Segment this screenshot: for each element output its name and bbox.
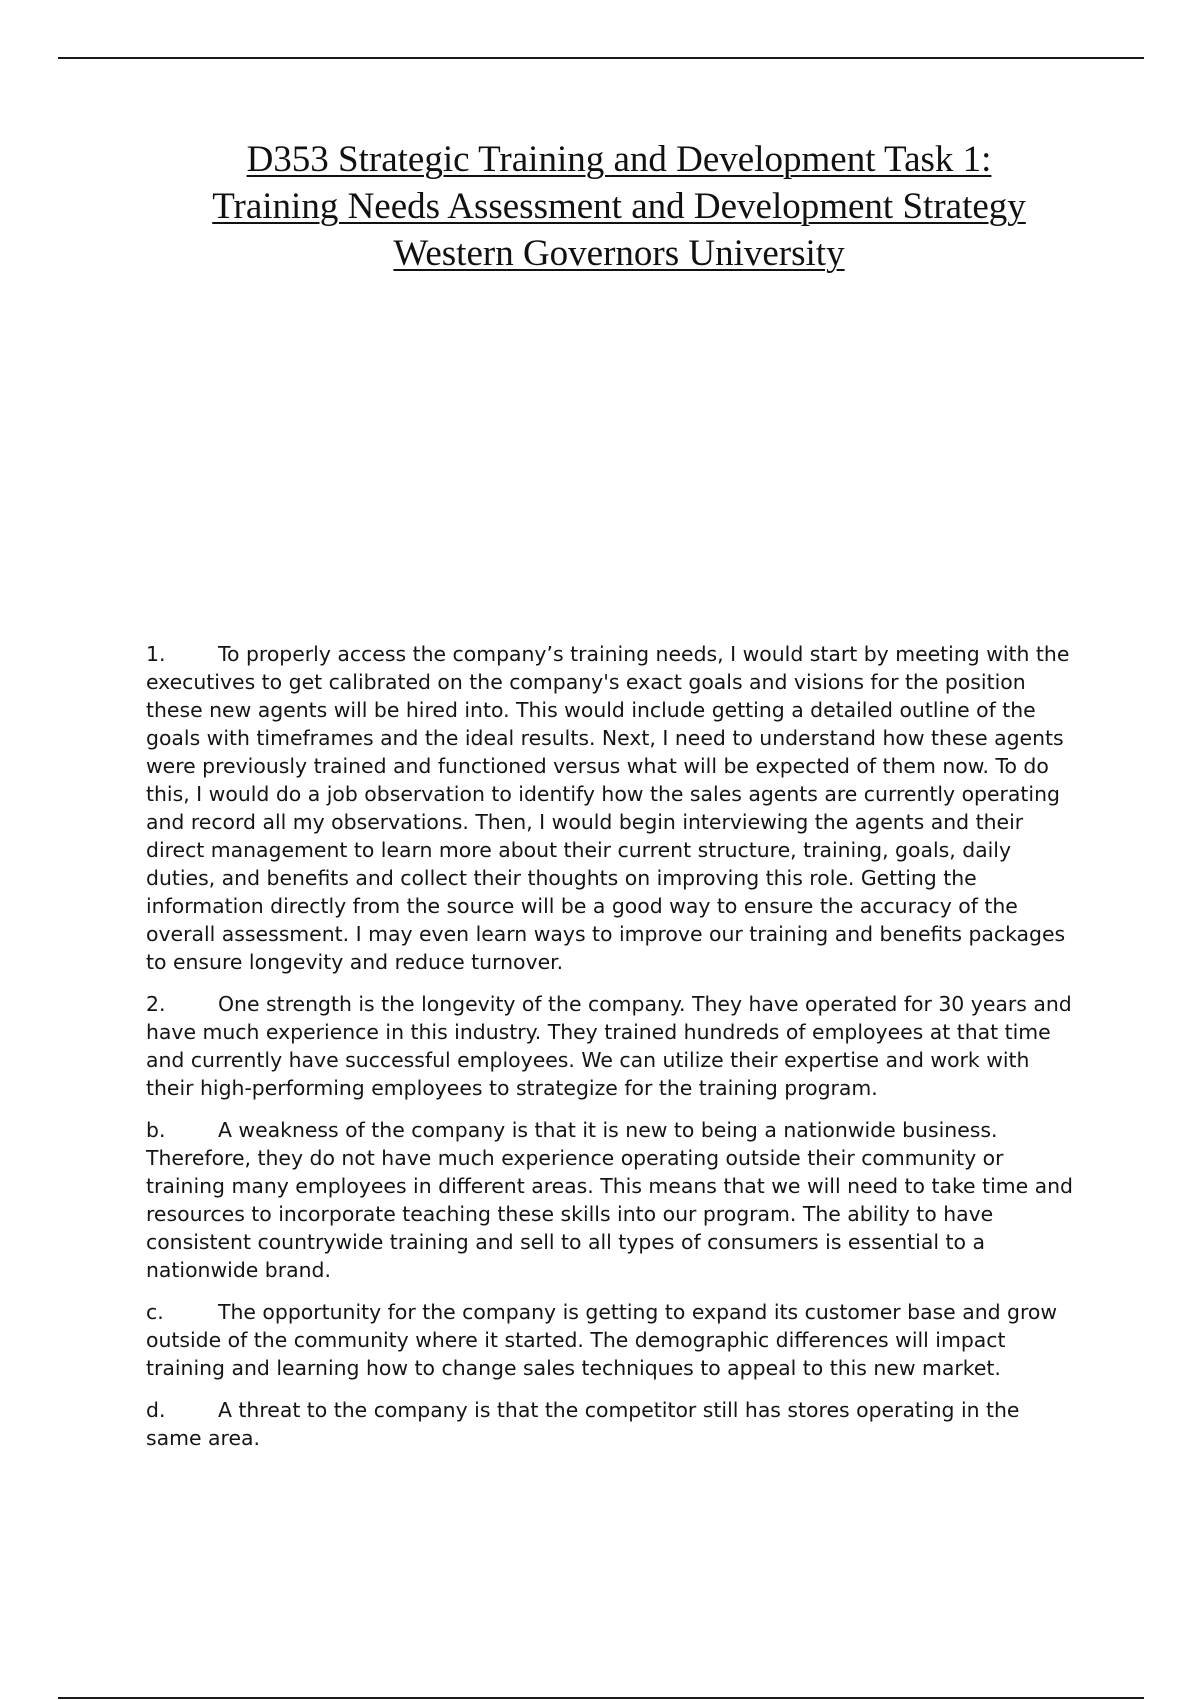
paragraph-d [146, 1396, 1081, 1452]
top-rule [58, 57, 1144, 59]
paragraph-text: A threat to the company is that the competitor still has stores operating in the same area. [146, 1398, 1020, 1450]
paragraph-b [146, 1116, 1081, 1284]
paragraph-text: One strength is the longevity of the company. They have operated for 30 years and have much experience in this industry. They trained hundreds of employees at that time and currently have successful employees. We can utilize their expertise and work with their high-performing employees to strategize for the training program. [146, 992, 1072, 1100]
paragraph-marker: c. [146, 1300, 164, 1324]
paragraph-text: The opportunity for the company is getting to expand its customer base and grow outside of the community where it started. The demographic differences will impact training and learning how to change sales techniques to appeal to this new market. [146, 1300, 1058, 1380]
title-line-1: D353 Strategic Training and Development Task 1: [246, 139, 992, 180]
title-line-3: Western Governors University [393, 233, 845, 274]
paragraph-c [146, 1298, 1081, 1382]
paragraph-1 [146, 640, 1081, 976]
title-line-2: Training Needs Assessment and Development Strategy [212, 186, 1026, 227]
bottom-rule [58, 1697, 1144, 1699]
paragraph-marker: d. [146, 1398, 166, 1422]
paragraph-2 [146, 990, 1081, 1102]
paragraph-marker: 2. [146, 992, 166, 1016]
document-title [0, 136, 1200, 277]
paragraph-text: To properly access the company’s training needs, I would start by meeting with the executives to get calibrated on the company's exact goals and visions for the position these new agents will be hired into. This would include getting a detailed outline of the goals with timeframes and the ideal results. Next, I need to understand how these agents were previously trained and functioned versus what will be expected of them now. To do this, I would do a job observation to identify how the sales agents are currently operating and record all my observations. Then, I would begin interviewing the agents and their direct management to learn more about their current structure, training, goals, daily duties, and benefits and collect their thoughts on improving this role. Getting the information directly from the source will be a good way to ensure the accuracy of the overall assessment. I may even learn ways to improve our training and benefits packages to ensure longevity and reduce turnover. [146, 642, 1070, 974]
paragraph-marker: b. [146, 1118, 166, 1142]
paragraph-text: A weakness of the company is that it is new to being a nationwide business. Therefore, they do not have much experience operating outside their community or training many employees in different areas. This means that we will need to take time and resources to incorporate teaching these skills into our program. The ability to have consistent countrywide training and sell to all types of consumers is essential to a nationwide brand. [146, 1118, 1073, 1282]
document-body [146, 640, 1081, 1466]
paragraph-marker: 1. [146, 642, 166, 666]
